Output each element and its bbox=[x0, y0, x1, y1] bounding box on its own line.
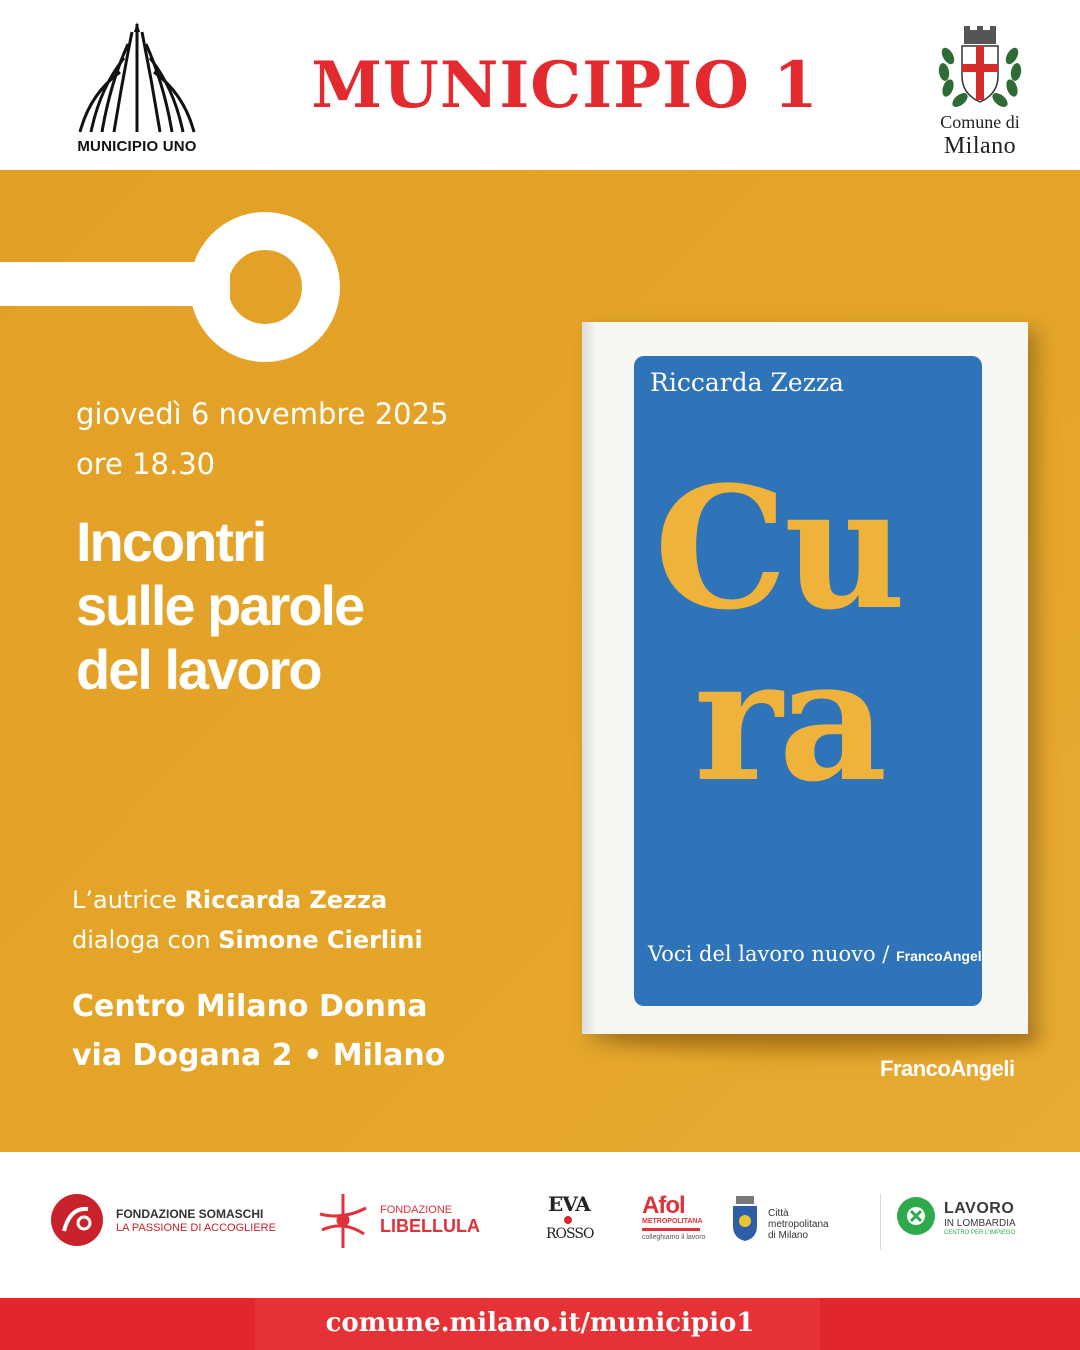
publisher-logo: FrancoAngeli bbox=[880, 1056, 1015, 1081]
moderator-prefix: dialoga con bbox=[72, 926, 219, 954]
comune-milano-logo bbox=[920, 26, 1040, 161]
afol-divider bbox=[642, 1228, 700, 1231]
lavoro-line3: CENTRO PER L'IMPIEGO bbox=[944, 1230, 1016, 1236]
partner-libellula bbox=[312, 1152, 492, 1298]
eva-dot-icon bbox=[564, 1216, 572, 1224]
event-date: giovedì 6 novembre 2025 bbox=[76, 397, 449, 431]
book-title-line: Cu bbox=[654, 449, 902, 647]
citta-line2: metropolitana bbox=[768, 1219, 829, 1230]
dome-icon bbox=[74, 22, 200, 134]
moderator-line bbox=[72, 922, 423, 958]
event-title-line: sulle parole bbox=[76, 574, 364, 637]
eva-text: EVA bbox=[548, 1192, 590, 1216]
somaschi-icon bbox=[50, 1193, 104, 1247]
municipio-uno-logo-text: MUNICIPIO UNO bbox=[77, 138, 197, 155]
book-series-name: Voci del lavoro nuovo bbox=[648, 942, 876, 966]
book-title-line: ra bbox=[694, 621, 884, 819]
event-time: ore 18.30 bbox=[76, 447, 216, 481]
footer-bar bbox=[0, 1298, 1080, 1350]
event-title bbox=[76, 510, 536, 702]
partner-lavoro-in-lombardia bbox=[896, 1152, 1036, 1298]
partner-afol bbox=[640, 1152, 710, 1298]
book-series-separator: / bbox=[882, 942, 890, 966]
event-title-line: del lavoro bbox=[76, 638, 321, 701]
author-name: Riccarda Zezza bbox=[184, 886, 388, 914]
eva-rosso-text: ROSSO bbox=[546, 1226, 594, 1242]
book-image bbox=[582, 322, 1028, 1034]
book-spine bbox=[582, 322, 598, 1034]
citta-metropolitana-emblem-icon bbox=[730, 1196, 760, 1242]
lavoro-lombardia-icon bbox=[896, 1196, 936, 1236]
partner-somaschi bbox=[50, 1152, 280, 1298]
author-line bbox=[72, 882, 387, 918]
event-title-line: Incontri bbox=[76, 510, 266, 573]
afol-sub: METROPOLITANA bbox=[642, 1218, 703, 1225]
book-series bbox=[648, 942, 986, 966]
libellula-line1: FONDAZIONE bbox=[380, 1204, 453, 1216]
partner-divider bbox=[880, 1194, 881, 1250]
afol-name: Afol bbox=[642, 1192, 685, 1219]
comune-logo-line2: Milano bbox=[943, 133, 1017, 159]
moderator-name: Simone Cierlini bbox=[218, 926, 423, 954]
coat-of-arms-icon bbox=[934, 26, 1026, 108]
comune-logo-line1: Comune di bbox=[940, 112, 1020, 132]
lavoro-line1: LAVORO bbox=[944, 1200, 1015, 1217]
book-author: Riccarda Zezza bbox=[650, 368, 844, 397]
header bbox=[0, 0, 1080, 170]
lavoro-line2: IN LOMBARDIA bbox=[944, 1218, 1016, 1229]
citta-line1: Città bbox=[768, 1208, 789, 1219]
book-cover bbox=[634, 356, 986, 1006]
somaschi-tagline: LA PASSIONE DI ACCOGLIERE bbox=[116, 1222, 276, 1234]
libellula-line2: LIBELLULA bbox=[380, 1216, 480, 1236]
event-hero bbox=[0, 170, 1080, 1152]
afol-tagline: colleghiamo il lavoro bbox=[642, 1234, 706, 1241]
author-prefix: L’autrice bbox=[72, 886, 185, 914]
partner-citta-metropolitana bbox=[730, 1152, 850, 1298]
book-cover-publisher: FrancoAngeli bbox=[896, 948, 986, 964]
page-title: MUNICIPIO 1 bbox=[311, 48, 819, 123]
citta-line3: di Milano bbox=[768, 1230, 809, 1241]
municipio-uno-logo bbox=[62, 22, 212, 162]
venue-address: via Dogana 2 • Milano bbox=[72, 1038, 446, 1073]
somaschi-name: FONDAZIONE SOMASCHI bbox=[116, 1207, 264, 1221]
libellula-icon bbox=[312, 1190, 374, 1252]
partner-eva-in-rosso bbox=[546, 1152, 596, 1298]
partner-logos bbox=[0, 1152, 1080, 1298]
decorative-ring-icon bbox=[190, 212, 340, 362]
venue-name: Centro Milano Donna bbox=[72, 989, 428, 1024]
footer-url-link[interactable]: comune.milano.it/municipio1 bbox=[325, 1308, 755, 1338]
